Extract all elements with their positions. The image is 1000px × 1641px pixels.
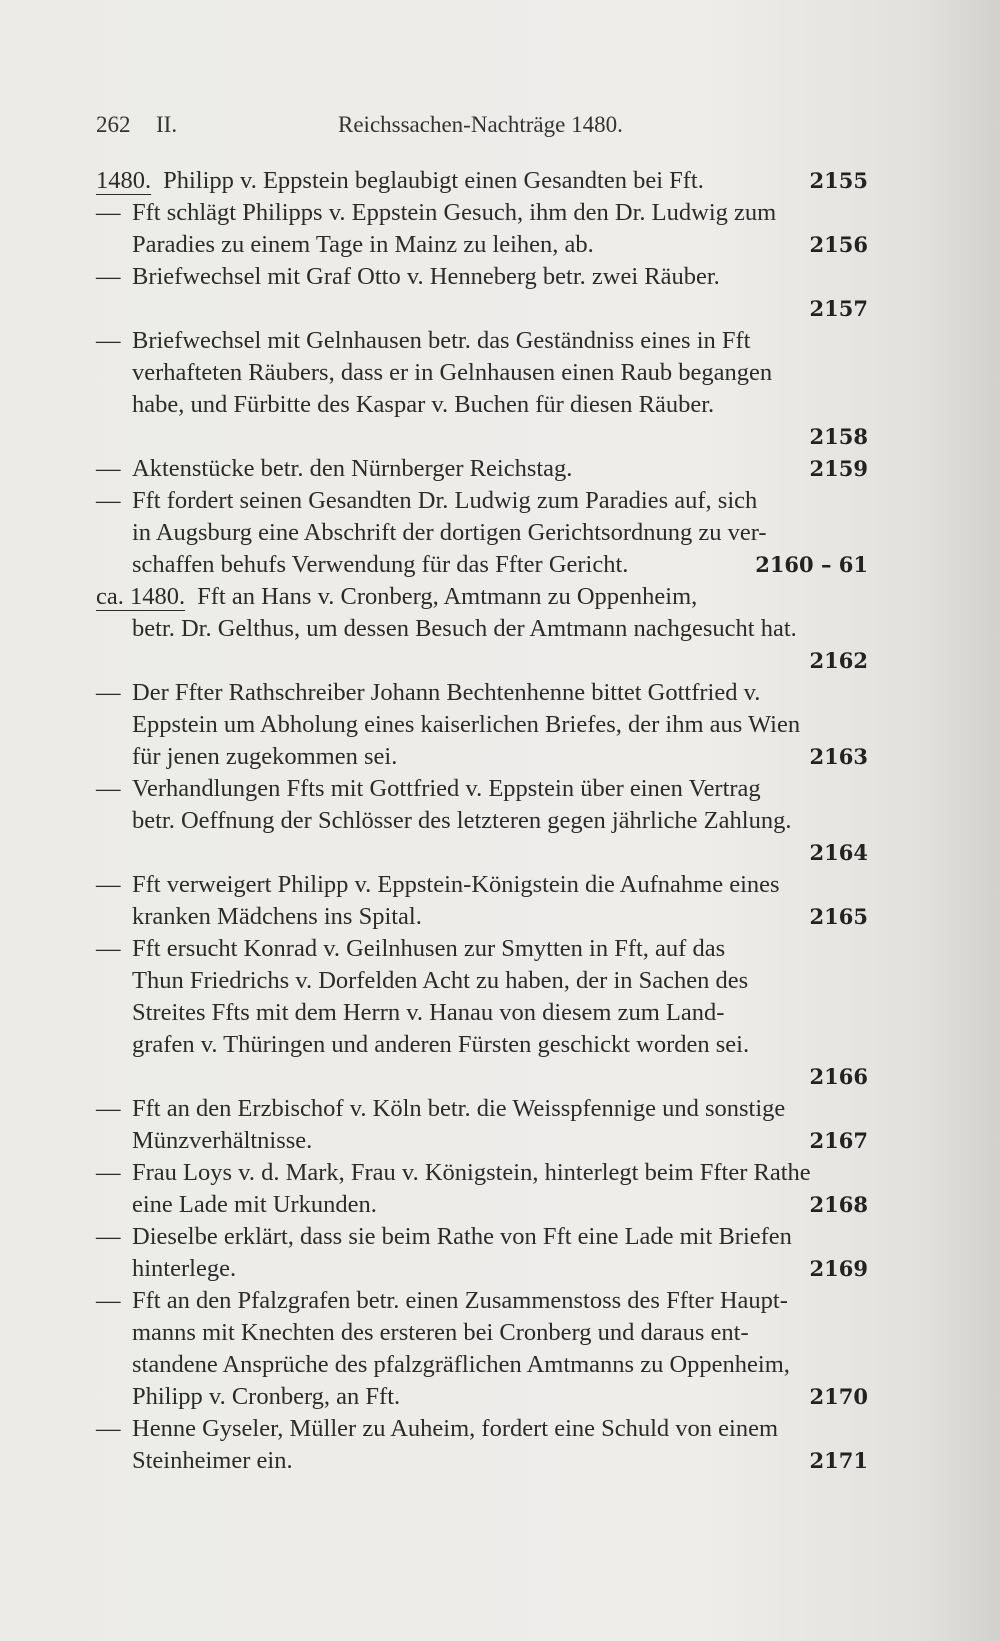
regest-number: 2166 [809, 1064, 868, 1089]
entry-line [96, 261, 868, 293]
entry-text: Fft an den Pfalzgrafen betr. einen Zusammenstoss des Ffter Haupt- [132, 1287, 788, 1314]
section-number: II. [156, 112, 178, 137]
entry-line [96, 453, 868, 485]
entry-text: kranken Mädchens ins Spital. [132, 903, 422, 930]
entry-line [96, 773, 868, 805]
entry-line [96, 997, 868, 1029]
entry-line [96, 325, 868, 357]
register-entry [96, 1221, 868, 1285]
entry-line [96, 869, 868, 901]
entry-line [96, 1093, 868, 1125]
entry-line [96, 805, 868, 837]
regest-number: 2159 [809, 456, 868, 481]
entry-text: Fft schlägt Philipps v. Eppstein Gesuch, ihm den Dr. Ludwig zum [132, 199, 777, 226]
entry-text: Briefwechsel mit Graf Otto v. Henneberg betr. zwei Räuber. [132, 263, 720, 290]
regest-number-line [96, 645, 868, 677]
entry-line [96, 1349, 868, 1381]
entry-line [96, 517, 868, 549]
register-entry [96, 485, 868, 581]
page-number: 262 [96, 112, 131, 137]
register-entry [96, 773, 868, 869]
entry-lead: — [96, 1095, 121, 1122]
entry-list [96, 165, 868, 1477]
running-title: Reichssachen-Nachträge 1480. [338, 112, 623, 137]
register-entry [96, 1157, 868, 1221]
entry-text: Philipp v. Cronberg, an Fft. [132, 1383, 401, 1410]
entry-lead: — [96, 935, 121, 962]
register-entry [96, 325, 868, 453]
entry-line [96, 1125, 868, 1157]
entry-text: standene Ansprüche des pfalzgräflichen Amtmanns zu Oppenheim, [132, 1351, 790, 1378]
regest-number: 2163 [809, 744, 868, 769]
entry-lead: — [96, 775, 121, 802]
entry-lead: ca. 1480. [96, 583, 186, 610]
entry-line [96, 1445, 868, 1477]
entry-line [96, 1253, 868, 1285]
entry-text: betr. Oeffnung der Schlösser des letzteren gegen jährliche Zahlung. [132, 807, 792, 834]
entry-line [96, 197, 868, 229]
entry-text: Fft verweigert Philipp v. Eppstein-Königstein die Aufnahme eines [132, 871, 780, 898]
entry-line [96, 933, 868, 965]
entry-line [96, 613, 868, 645]
entry-text: eine Lade mit Urkunden. [132, 1191, 377, 1218]
entry-text: betr. Dr. Gelthus, um dessen Besuch der Amtmann nachgesucht hat. [132, 615, 797, 642]
register-entry [96, 933, 868, 1093]
entry-text: Aktenstücke betr. den Nürnberger Reichstag. [132, 455, 573, 482]
entry-line [96, 677, 868, 709]
entry-text: Henne Gyseler, Müller zu Auheim, fordert eine Schuld von einem [132, 1415, 779, 1442]
entry-line [96, 1381, 868, 1413]
regest-number: 2156 [809, 232, 868, 257]
entry-line [96, 357, 868, 389]
entry-text: schaffen behufs Verwendung für das Ffter Gericht. [132, 551, 629, 578]
entry-lead: — [96, 199, 121, 226]
entry-line [96, 485, 868, 517]
entry-lead: — [96, 327, 121, 354]
entry-line [96, 1189, 868, 1221]
register-entry [96, 261, 868, 325]
regest-number: 2167 [809, 1128, 868, 1153]
regest-number: 2165 [809, 904, 868, 929]
register-entry [96, 1413, 868, 1477]
entry-text: Münzverhältnisse. [132, 1127, 313, 1154]
register-entry [96, 677, 868, 773]
entry-text: Eppstein um Abholung eines kaiserlichen Briefes, der ihm aus Wien [132, 711, 801, 738]
entry-line [96, 581, 868, 613]
regest-number-line [96, 837, 868, 869]
entry-text: grafen v. Thüringen und anderen Fürsten geschickt worden sei. [132, 1031, 750, 1058]
register-entry [96, 1093, 868, 1157]
entry-lead: — [96, 1223, 121, 1250]
regest-number: 2162 [809, 648, 868, 673]
entry-text: Der Ffter Rathschreiber Johann Bechtenhenne bittet Gottfried v. [132, 679, 761, 706]
entry-lead: — [96, 455, 121, 482]
entry-line [96, 965, 868, 997]
entry-line [96, 901, 868, 933]
entry-lead: — [96, 871, 121, 898]
entry-lead: — [96, 679, 121, 706]
regest-number: 2155 [809, 168, 868, 193]
register-entry [96, 869, 868, 933]
regest-number: 2164 [809, 840, 868, 865]
entry-text: Fft ersucht Konrad v. Geilnhusen zur Smytten in Fft, auf das [132, 935, 726, 962]
entry-line [96, 549, 868, 581]
entry-line [96, 1317, 868, 1349]
entry-lead: — [96, 1159, 121, 1186]
entry-text: für jenen zugekommen sei. [132, 743, 398, 770]
entry-text: Philipp v. Eppstein beglaubigt einen Gesandten bei Fft. [163, 167, 704, 194]
entry-text: Thun Friedrichs v. Dorfelden Acht zu haben, der in Sachen des [132, 967, 749, 994]
entry-line [96, 1029, 868, 1061]
entry-line [96, 1285, 868, 1317]
entry-line [96, 165, 868, 197]
entry-line [96, 1157, 868, 1189]
register-entry [96, 581, 868, 677]
regest-number: 2169 [809, 1256, 868, 1281]
entry-line [96, 1413, 868, 1445]
entry-text: Steinheimer ein. [132, 1447, 293, 1474]
regest-number: 2168 [809, 1192, 868, 1217]
entry-lead: 1480. [96, 167, 152, 194]
regest-number-line [96, 293, 868, 325]
entry-text: Verhandlungen Ffts mit Gottfried v. Eppstein über einen Vertrag [132, 775, 761, 802]
regest-number-line [96, 421, 868, 453]
entry-line [96, 741, 868, 773]
entry-line [96, 709, 868, 741]
entry-line [96, 1221, 868, 1253]
entry-lead: — [96, 1415, 121, 1442]
regest-number: 2171 [809, 1448, 868, 1473]
register-entry [96, 197, 868, 261]
regest-number: 2157 [809, 296, 868, 321]
running-header [96, 112, 656, 152]
entry-text: Briefwechsel mit Gelnhausen betr. das Geständniss eines in Fft [132, 327, 751, 354]
entry-text: Fft an den Erzbischof v. Köln betr. die Weisspfennige und sonstige [132, 1095, 786, 1122]
regest-number: 2158 [809, 424, 868, 449]
entry-line [96, 229, 868, 261]
register-entry [96, 165, 868, 197]
register-entry [96, 453, 868, 485]
entry-text: Frau Loys v. d. Mark, Frau v. Königstein, hinterlegt beim Ffter Rathe [132, 1159, 811, 1186]
entry-text: manns mit Knechten des ersteren bei Cronberg und daraus ent- [132, 1319, 749, 1346]
entry-text: Fft an Hans v. Cronberg, Amtmann zu Oppenheim, [197, 583, 698, 610]
regest-number-line [96, 1061, 868, 1093]
entry-lead: — [96, 487, 121, 514]
entry-line [96, 389, 868, 421]
entry-text: Fft fordert seinen Gesandten Dr. Ludwig zum Paradies auf, sich [132, 487, 758, 514]
entry-text: hinterlege. [132, 1255, 237, 1282]
regest-number: 2160 – 61 [755, 552, 868, 577]
entry-text: Paradies zu einem Tage in Mainz zu leihen, ab. [132, 231, 594, 258]
entry-text: Streites Ffts mit dem Herrn v. Hanau von diesem zum Land- [132, 999, 725, 1026]
register-entry [96, 1285, 868, 1413]
entry-lead: — [96, 263, 121, 290]
entry-text: verhafteten Räubers, dass er in Gelnhausen einen Raub begangen [132, 359, 773, 386]
entry-text: in Augsburg eine Abschrift der dortigen Gerichtsordnung zu ver- [132, 519, 767, 546]
regest-number: 2170 [809, 1384, 868, 1409]
entry-text: Dieselbe erklärt, dass sie beim Rathe von Fft eine Lade mit Briefen [132, 1223, 792, 1250]
entry-text: habe, und Fürbitte des Kaspar v. Buchen für diesen Räuber. [132, 391, 715, 418]
entry-lead: — [96, 1287, 121, 1314]
